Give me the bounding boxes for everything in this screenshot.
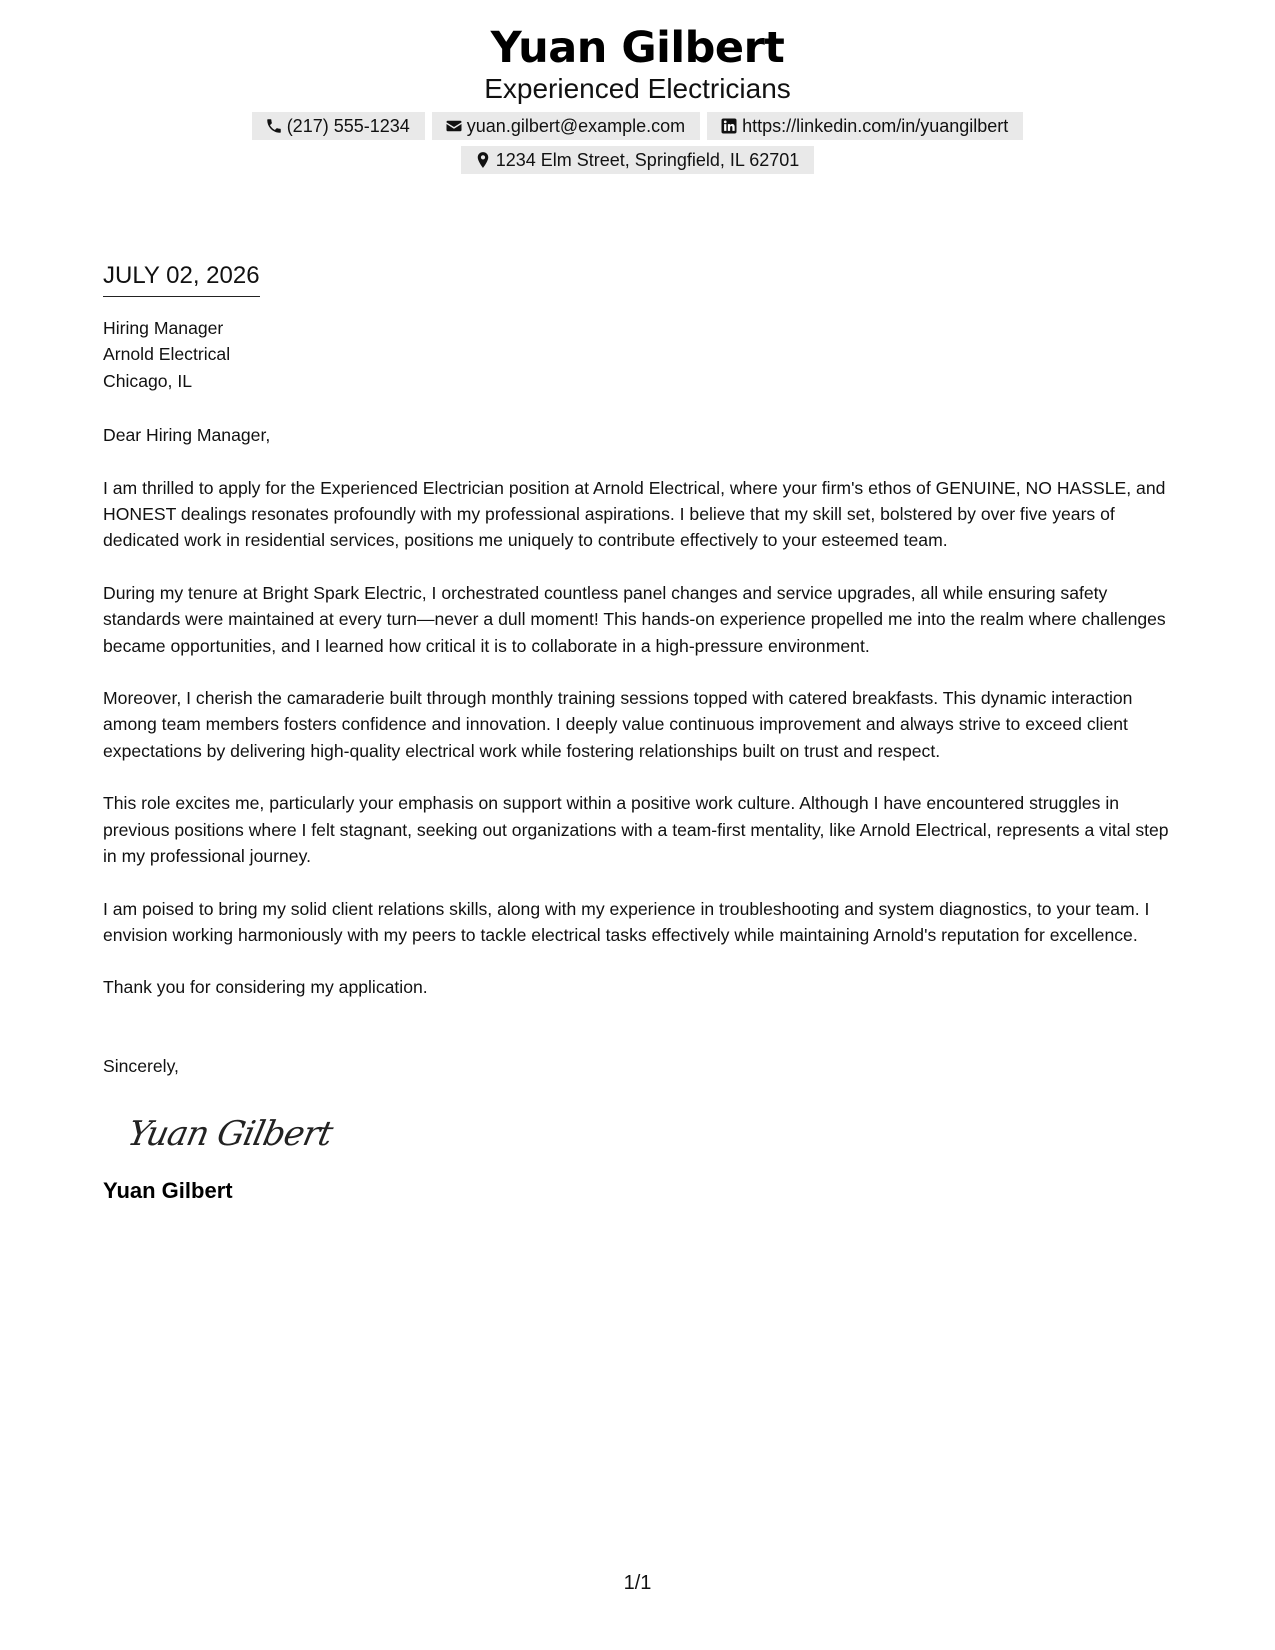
email-text: yuan.gilbert@example.com (466, 115, 686, 136)
address-row (0, 146, 1275, 174)
body-paragraph: I am thrilled to apply for the Experienced Electrician position at Arnold Electrical, where your firm's ethos of GENUINE, NO HASSLE, and HONEST dealings resonates profoundly with my professional aspirations. I believe that my skill set, bolstered by over five years of dedicated work in residential services, positions me uniquely to contribute effectively to your esteemed team. (103, 477, 1166, 551)
signature-image (123, 1103, 1183, 1163)
linkedin-text: https://linkedin.com/in/yuangilbert (742, 115, 1009, 136)
letter-body (103, 260, 1183, 1205)
linkedin-chip[interactable] (707, 112, 1023, 140)
closing: Sincerely, (103, 1055, 179, 1076)
page-number: 1/1 (623, 1572, 652, 1594)
salutation: Dear Hiring Manager, (103, 425, 271, 446)
applicant-title: Experienced Electricians (484, 73, 791, 104)
recipient-line: Arnold Electrical (103, 344, 231, 365)
envelope-icon (445, 117, 463, 135)
email-chip[interactable] (432, 112, 700, 140)
linkedin-icon (720, 117, 738, 135)
signature-glyphs: Yuan Gilbert (124, 1114, 336, 1155)
body-paragraph: I am poised to bring my solid client relations skills, along with my experience in troubleshooting and system diagnostics, to your team. I envision working harmoniously with my peers to tackle electrical tasks effectively while maintaining Arnold's reputation for excellence. (103, 898, 1150, 945)
recipient-block (103, 315, 1183, 394)
applicant-name: Yuan Gilbert (490, 23, 785, 73)
phone-icon (265, 117, 283, 135)
letter-header (0, 22, 1275, 174)
map-pin-icon (474, 151, 492, 169)
handwritten-signature (123, 1103, 353, 1163)
body-paragraph: Thank you for considering my application. (103, 977, 428, 998)
phone-text: (217) 555-1234 (286, 115, 410, 136)
recipient-line: Chicago, IL (103, 370, 192, 391)
phone-chip[interactable] (252, 112, 425, 140)
address-text: 1234 Elm Street, Springfield, IL 62701 (495, 149, 800, 170)
letter-date: JULY 02, 2026 (103, 260, 260, 297)
body-paragraph: This role excites me, particularly your emphasis on support within a positive work culture. Although I have encountered struggles in previous positions where I felt stagnant, seeking out organizations with a team-first mentality, like Arnold Electrical, represents a vital step in my professional journey. (103, 793, 1169, 867)
signer-name: Yuan Gilbert (103, 1178, 233, 1204)
body-paragraph: During my tenure at Bright Spark Electric, I orchestrated countless panel changes and service upgrades, all while ensuring safety standards were maintained at every turn—never a dull moment! This hands-on experience propelled me into the realm where challenges became opportunities, and I learned how critical it is to collaborate in a high-pressure environment. (103, 582, 1166, 656)
contact-row (0, 112, 1275, 140)
body-paragraph: Moreover, I cherish the camaraderie built through monthly training sessions topped with catered breakfasts. This dynamic interaction among team members fosters confidence and innovation. I deeply value continuous improvement and always strive to exceed client expectations by delivering high-quality electrical work while fostering relationships built on trust and respect. (103, 688, 1133, 761)
recipient-line: Hiring Manager (103, 318, 224, 338)
address-chip (461, 146, 815, 174)
